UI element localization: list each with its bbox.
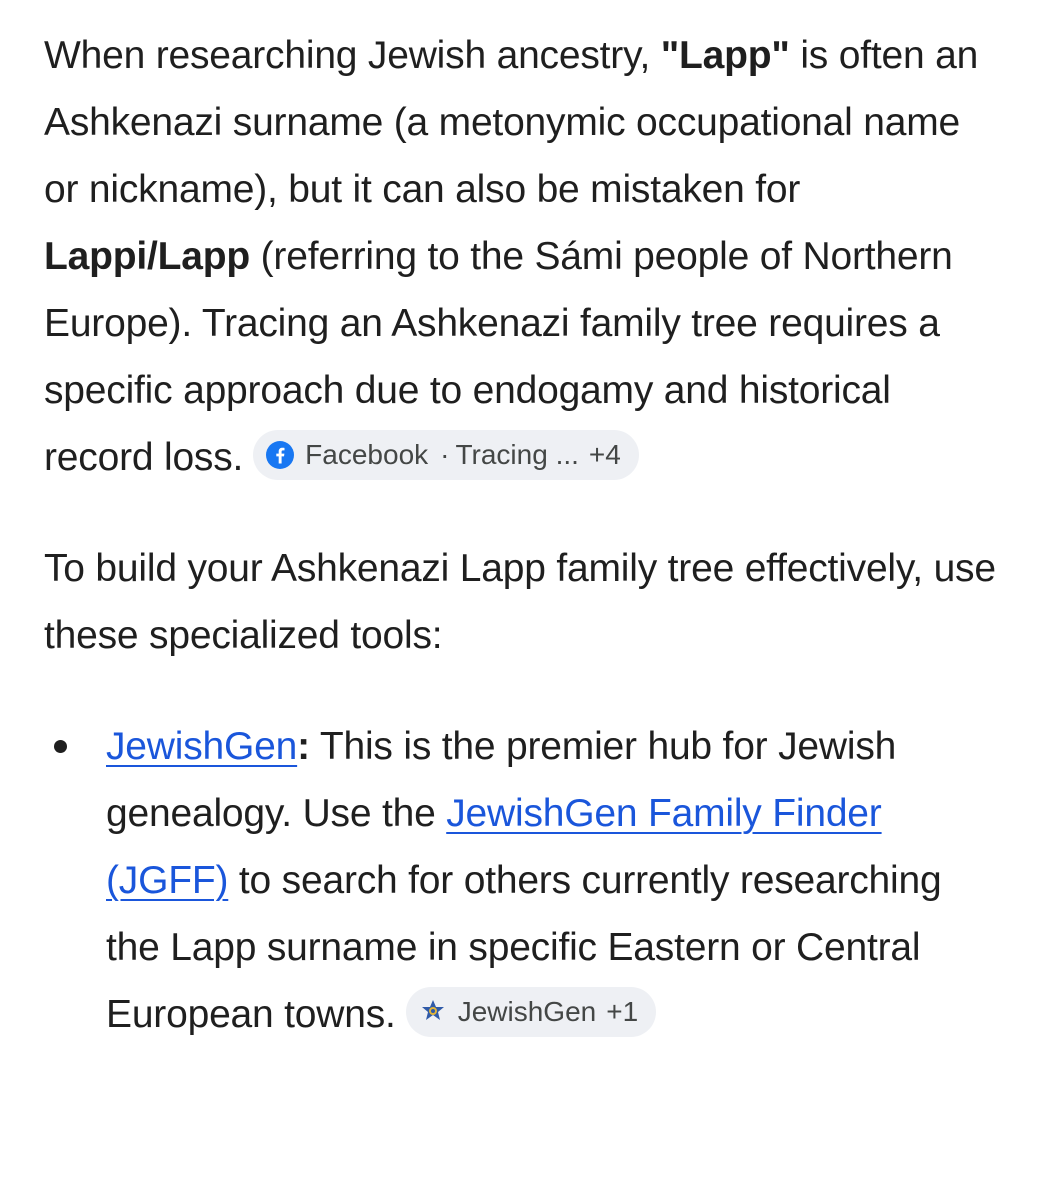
jewishgen-link[interactable]: JewishGen bbox=[106, 725, 298, 768]
tools-list bbox=[44, 713, 1004, 1048]
chip-source-label: JewishGen bbox=[457, 995, 597, 1027]
intro-text-a: When researching Jewish ancestry, bbox=[44, 34, 661, 77]
jgff-link[interactable]: JewishGen Family Finder (JGFF) bbox=[106, 792, 882, 902]
item-colon: : bbox=[297, 725, 310, 768]
lappi-bold: Lappi/Lapp bbox=[44, 235, 250, 278]
source-chip-jewishgen[interactable] bbox=[406, 987, 656, 1037]
chip-more-count: +4 bbox=[588, 438, 621, 470]
chip-title: Tracing ... bbox=[455, 438, 579, 470]
tools-intro-paragraph: To build your Ashkenazi Lapp family tree effectively, use these specialized tools: bbox=[44, 547, 996, 657]
list-item bbox=[44, 713, 1004, 1048]
intro-text-c: (referring to the Sámi people of Northern Europe). Tracing an Ashkenazi family tree requires a specific approach due to endogamy and historical record loss. bbox=[44, 235, 953, 479]
chip-more-count: +1 bbox=[606, 995, 639, 1027]
bullet-icon bbox=[54, 740, 67, 753]
chip-separator: · bbox=[440, 438, 450, 470]
source-chip-facebook[interactable] bbox=[253, 430, 639, 480]
jewishgen-logo-icon bbox=[418, 997, 448, 1027]
intro-text-b: is often an Ashkenazi surname (a metonymic occupational name or nickname), but it can also be mistaken for bbox=[44, 34, 979, 211]
facebook-icon bbox=[265, 440, 295, 470]
intro-paragraph bbox=[44, 22, 1004, 491]
item-text-b: to search for others currently researching the Lapp surname in specific Eastern or Central European towns. bbox=[106, 859, 942, 1036]
item-text-a: This is the premier hub for Jewish genealogy. Use the bbox=[106, 725, 897, 835]
chip-source-label: Facebook bbox=[305, 438, 429, 470]
lapp-bold: "Lapp" bbox=[660, 34, 790, 77]
